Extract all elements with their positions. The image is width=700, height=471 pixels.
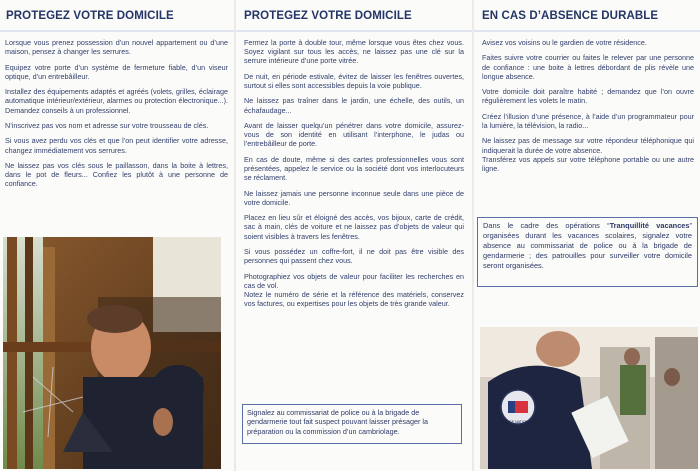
suspicious-activity-notice: Signalez au commissariat de police ou à la brigade de gendarmerie tout fait suspect pouvant laisser présager la préparation ou la commission d’un cambriolage. xyxy=(242,404,462,444)
tranq-text-bold: Tranquillité vacances xyxy=(609,221,690,230)
paragraph: Si vous avez perdu vos clés et que l’on peut identifier votre adresse, changez immédiatement vos serrures. xyxy=(5,136,228,155)
police-badge-label: POLICE NATIONALE xyxy=(501,420,535,424)
paragraph: Si vous possédez un coffre-fort, il ne doit pas être visible des personnes qui passent chez vous. xyxy=(244,246,464,266)
column-protect-home-2 xyxy=(236,0,472,471)
police-officer-photo xyxy=(480,327,698,469)
paragraph: N’inscrivez pas vos nom et adresse sur votre trousseau de clés. xyxy=(5,120,209,130)
paragraph: En cas de doute, même si des cartes professionnelles vous sont présentées, appelez le service ou la société dont vos interlocuteurs se réclament. xyxy=(244,154,464,183)
police-officer-illustration xyxy=(480,327,698,469)
column-body xyxy=(482,38,694,179)
column-body xyxy=(244,38,464,315)
paragraph: Equipez votre porte d’un système de fermeture fiable, d’un viseur optique, d’un entrebâilleur. xyxy=(5,62,228,81)
burglar-window-photo xyxy=(3,237,221,469)
paragraph: De nuit, en période estivale, évitez de laisser les fenêtres ouvertes, surtout si elles sont accessibles depuis la voie publique. xyxy=(244,71,464,90)
paragraph: Créez l’illusion d’une présence, à l’aide d’un programmateur pour la lumière, la télévision, la radio... xyxy=(482,111,694,130)
paragraph: Faites suivre votre courrier ou faites le relever par une personne de confiance : une boite à lettres débordant de plis révèle une longue absence. xyxy=(482,53,694,81)
paragraph: Notez le numéro de série et la référence des matériels, conservez vos factures, ou expertises pour les objets de très grande valeur. xyxy=(244,289,464,309)
paragraph: Installez des équipements adaptés et agréés (volets, grilles, éclairage automatique intérieur/extérieur, alarmes ou protection électronique...). Demandez conseils à un professionnel. xyxy=(5,87,228,115)
paragraph: Avisez vos voisins ou le gardien de votre résidence. xyxy=(482,38,647,47)
paragraph: Lorsque vous prenez possession d’un nouvel appartement ou d’une maison, pensez à changer les serrures. xyxy=(5,38,228,57)
column-title: EN CAS D’ABSENCE DURABLE xyxy=(482,10,659,22)
paragraph: Avant de laisser quelqu’un pénétrer dans votre domicile, assurez-vous de son identité en utilisant l’interphone, le judas ou l’entrebâilleur de porte. xyxy=(244,120,464,149)
paragraph: Ne laissez pas de message sur votre répondeur téléphonique qui indiquerait la durée de votre absence. xyxy=(482,136,694,155)
paragraph: Ne laissez pas vos clés sous le paillasson, dans la boite à lettres, dans le pot de fleurs... Confiez les plutôt à une personne de confiance. xyxy=(5,160,228,189)
paragraph: Fermez la porte à double tour, même lorsque vous êtes chez vous. Soyez vigilant sur tous les accès, ne laissez pas une clé sur la serrure intérieure d’une porte vitrée. xyxy=(244,38,464,66)
tranq-text-after: ” organisées durant les vacances scolaires, signalez votre absence au commissariat de police ou à la brigade de gendarmerie ; des patrouilles pour surveiller votre domicile seront organisées. xyxy=(483,221,692,270)
tranquillite-vacances-box xyxy=(477,217,698,287)
column-header xyxy=(474,0,700,32)
column-title: PROTEGEZ VOTRE DOMICILE xyxy=(6,10,174,22)
tranq-text-before: Dans le cadre des opérations “ xyxy=(483,221,610,230)
paragraph: Ne laissez jamais une personne inconnue seule dans une pièce de votre domicile. xyxy=(244,188,464,207)
column-header xyxy=(236,0,472,32)
column-header xyxy=(0,0,234,32)
paragraph: Votre domicile doit paraître habité ; demandez que l’on ouvre régulièrement les volets le matin. xyxy=(482,87,694,106)
burglar-window-illustration xyxy=(3,237,221,469)
paragraph: Ne laissez pas traîner dans le jardin, une échelle, des outils, un échafaudage... xyxy=(244,96,464,115)
paragraph: Transférez vos appels sur votre téléphone portable ou une autre ligne. xyxy=(482,154,694,173)
paragraph: Photographiez vos objets de valeur pour faciliter les recherches en cas de vol. xyxy=(244,271,464,290)
paragraph: Placez en lieu sûr et éloigné des accès, vos bijoux, carte de crédit, sac à main, clés de voiture et ne laissez pas d’objets de valeur qui soient visibles à travers les fenêtres. xyxy=(244,213,464,241)
column-body xyxy=(5,38,228,195)
column-title: PROTEGEZ VOTRE DOMICILE xyxy=(244,10,412,22)
